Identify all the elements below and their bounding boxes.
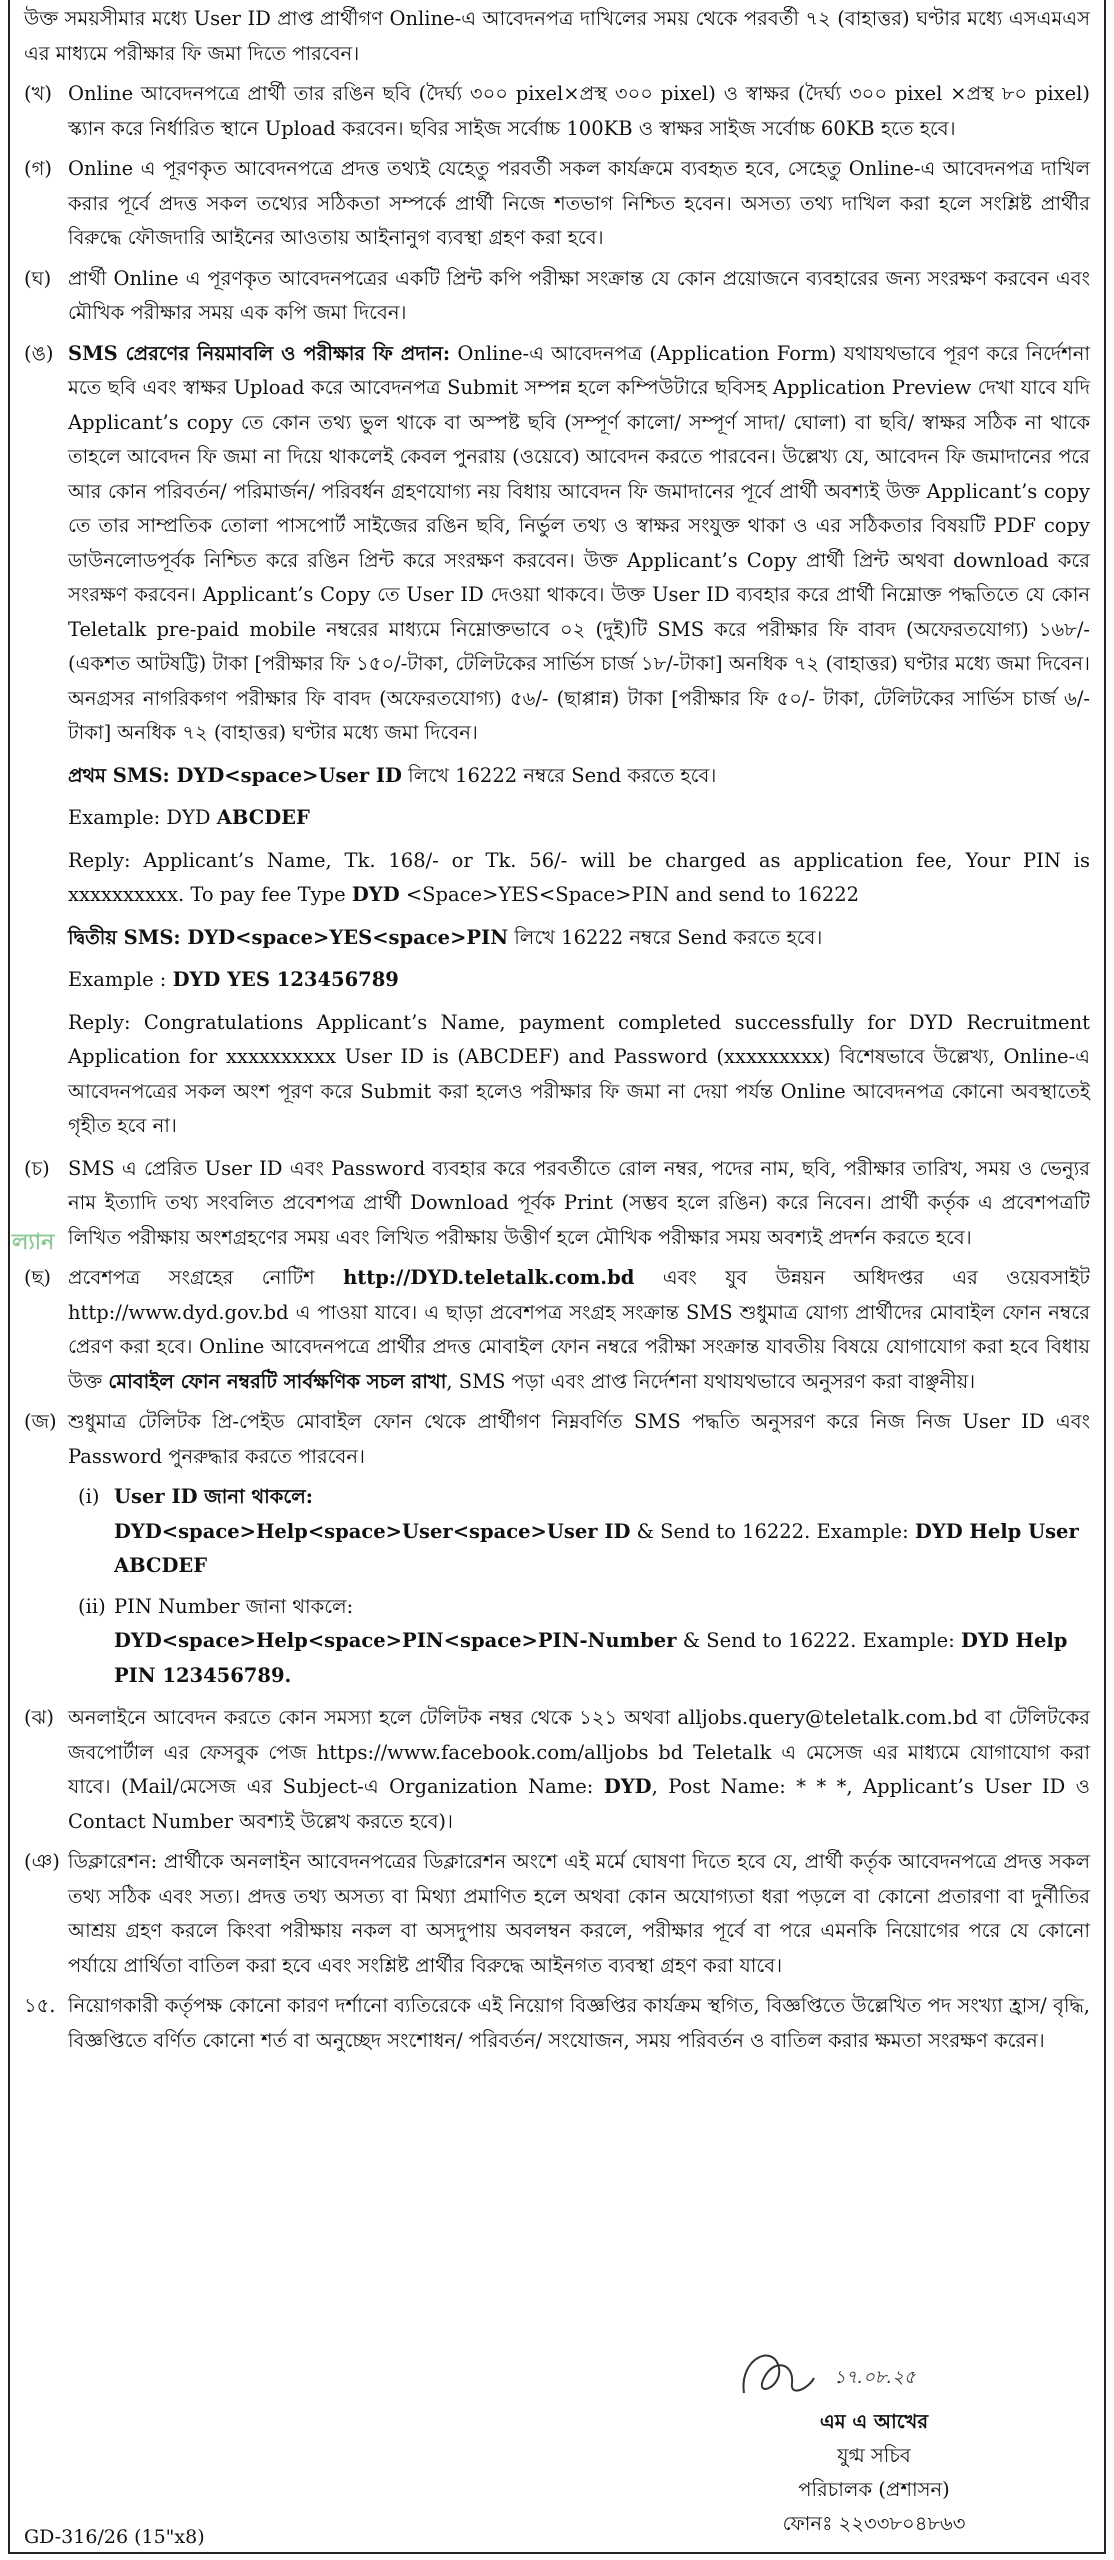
- clause-marker: (গ): [24, 157, 52, 180]
- sub-mid: & Send to 16222. Example:: [630, 1519, 915, 1543]
- sub-marker: (ii): [78, 1594, 106, 1618]
- recovery-option-pin: [68, 1590, 1090, 1694]
- clause-text: নিয়োগকারী কর্তৃপক্ষ কোনো কারণ দর্শানো ব্যতিরেকে এই নিয়োগ বিজ্ঞপ্তির কার্যক্রম স্থগিত, বিজ্ঞপ্তিতে উল্লেখিত পদ সংখ্যা হ্রাস/ বৃদ্ধি, বিজ্ঞপ্তিতে বর্ণিত কোনো শর্ত বা অনুচ্ছেদ সংশোধন/ পরিবর্তন/ সংযোজন, সময় পরিবর্তন ও বাতিল করার ক্ষমতা সংরক্ষণ করেন।: [68, 1994, 1090, 2052]
- clause-text: ডিক্লারেশন: প্রার্থীকে অনলাইন আবেদনপত্রের ডিক্লারেশন অংশে এই মর্মে ঘোষণা দিতে হবে যে, প্রার্থী কর্তৃক আবেদনপত্রে প্রদত্ত সকল তথ্য সঠিক এবং সত্য। প্রদত্ত তথ্য অসত্য বা মিথ্যা প্রমাণিত হলে অথবা কোন অযোগ্যতা ধরা পড়লে বা কোনো প্রতারণা বা দুর্নীতির আশ্রয় গ্রহণ করলে কিংবা পরীক্ষায় নকল বা অসদুপায় অবলম্বন করলে, পরীক্ষার পূর্বে বা পরে এমনকি নিয়োগের পরে যে কোনো পর্যায়ে প্রার্থিতা বাতিল করা হবে এবং সংশ্লিষ্ট প্রার্থীর বিরুদ্ধে আইনগত ব্যবস্থা গ্রহণ করা যাবে।: [68, 1850, 1090, 1977]
- clause-marker: (ঘ): [24, 266, 52, 290]
- signature-block: [714, 2405, 1034, 2541]
- signatory-phone: ফোনঃ ২২৩৩৮০৪৮৬৩: [782, 2512, 966, 2535]
- sub-title: User ID জানা থাকলে:: [114, 1485, 313, 1508]
- sub-cmd: DYD<space>Help<space>User<space>User ID: [114, 1519, 631, 1543]
- intro-paragraph: উক্ত সময়সীমার মধ্যে User ID প্রাপ্ত প্রার্থীগণ Online-এ আবেদনপত্র দাখিলের সময় থেকে পরবর্তী ৭২ (বাহাত্তর) ঘণ্টার মধ্যে এসএমএস এর মাধ্যমে পরীক্ষার ফি জমা দিতে পারবেন।: [24, 7, 1090, 65]
- sub-example: DYD Help PIN 123456789.: [114, 1629, 1068, 1687]
- sms-body: Online-এ আবেদনপত্র (Application Form) যথাযথভাবে পূরণ করে নির্দেশনা মতে ছবি এবং স্বাক্ষর Upload করে আবেদনপত্র Submit সম্পন্ন হলে কম্পিউটারে ছবিসহ Application Preview দেখা যাবে যদি Applicant’s copy তে কোন তথ্য ভুল থাকে বা অস্পষ্ট ছবি (সম্পূর্ণ কালো/ সম্পূর্ণ সাদা/ ঘোলা) বা ছবি/ স্বাক্ষর সঠিক না থাকে তাহলে আবেদন ফি জমা না দিয়ে থাকলেই কেবল পুনরায় (ওয়েবে) আবেদন করতে পারবেন। উল্লেখ্য যে, আবেদন ফি জমাদানের পরে আর কোন পরিবর্তন/ পরিমার্জন/ পরিবর্ধন গ্রহণযোগ্য নয় বিধায় আবেদন ফি জমাদানের পূর্বে প্রার্থী অবশ্যই উক্ত Applicant’s copy তে তার সাম্প্রতিক তোলা পাসপোর্ট সাইজের রঙিন ছবি, নির্ভুল তথ্য ও স্বাক্ষর সংযুক্ত থাকা ও এর সঠিকতার বিষয়টি PDF copy ডাউনলোডপূর্বক নিশ্চিত করে রঙিন প্রিন্ট করে সংরক্ষণ করবেন। উক্ত Applicant’s Copy প্রার্থী প্রিন্ট অথবা download করে সংরক্ষণ করবেন। Applicant’s Copy তে User ID দেওয়া থাকবে। উক্ত User ID ব্যবহার করে প্রার্থী নিম্নোক্ত পদ্ধতিতে যে কোন Teletalk pre-paid mobile নম্বরের মাধ্যমে নিম্নোক্তভাবে ০২ (দুই)টি SMS করে পরীক্ষার ফি বাবদ (অফেরতযোগ্য) ১৬৮/- (একশত আটষট্টি) টাকা [পরীক্ষার ফি ১৫০/-টাকা, টেলিটকের সার্ভিস চার্জ ১৮/-টাকা] অনধিক ৭২ (বাহাত্তর) ঘণ্টার মধ্যে জমা দিবেন। অনগ্রসর নাগরিকগণ পরীক্ষার ফি বাবদ (অফেরতযোগ্য) ৫৬/- (ছাপ্পান্ন) টাকা [পরীক্ষার ফি ৫০/- টাকা, টেলিটকের সার্ভিস চার্জ ৬/- টাকা] অনধিক ৭২ (বাহাত্তর) ঘণ্টার মধ্যে জমা দিবেন।: [68, 341, 1090, 744]
- recovery-option-userid: [68, 1480, 1090, 1584]
- example-2: [24, 963, 1090, 998]
- example-2-label: Example :: [68, 968, 173, 991]
- clause-jha: [24, 1701, 1090, 1839]
- watermark-logo: ল্যান: [12, 1229, 55, 1255]
- clause-kha: [24, 77, 1090, 146]
- clause-umo-sms: [24, 337, 1090, 751]
- first-sms-rest: লিখে 16222 নম্বরে Send করতে হবে।: [401, 763, 717, 787]
- signatory-office: পরিচালক (প্রশাসন): [798, 2478, 950, 2501]
- chha-c: , SMS পড়া এবং প্রাপ্ত নির্দেশনা যথাযথভাবে অনুসরণ করা বাঞ্ছনীয়।: [446, 1369, 976, 1393]
- clause-ja: [24, 1405, 1090, 1474]
- sub-marker: (i): [78, 1485, 100, 1508]
- example-1-label: Example: DYD: [68, 806, 217, 829]
- first-sms-line: [24, 759, 1090, 794]
- clause-gha: [24, 262, 1090, 331]
- clause-ga: [24, 152, 1090, 256]
- handwritten-date: ১৭.০৮.২৫: [834, 2367, 916, 2388]
- recovery-options: [24, 1480, 1090, 1693]
- sub-example: DYD Help User ABCDEF: [114, 1519, 1079, 1577]
- clause-text: Online আবেদনপত্রে প্রার্থী তার রঙিন ছবি (দৈর্ঘ্য ৩০০ pixel×প্রস্থ ৩০০ pixel) ও স্বাক্ষর (দৈর্ঘ্য ৩০০ pixel ×প্রস্থ ৮০ pixel) স্ক্যান করে নির্ধারিত স্থানে Upload করবেন। ছবির সাইজ সর্বোচ্চ 100KB ও স্বাক্ষর সাইজ সর্বোচ্চ 60KB হতে হবে।: [68, 82, 1090, 140]
- jha-a: অনলাইনে আবেদন করতে কোন সমস্যা হলে টেলিটক নম্বর থেকে ১২১ অথবা alljobs.query@teletalk.com.bd বা টেলিটকের জবপোর্টাল এর ফেসবুক পেজ https://www.facebook.com/alljobs bd Teletalk এ মেসেজ এর মাধ্যমে যোগাযোগ করা যাবে। (Mail/মেসেজ এর Subject-এ Organization Name:: [68, 1706, 1090, 1798]
- reply-1: [24, 844, 1090, 913]
- clause-text: Online এ পূরণকৃত আবেদনপত্রে প্রদত্ত তথ্যই যেহেতু পরবর্তী সকল কার্যক্রমে ব্যবহৃত হবে, সেহেতু Online-এ আবেদনপত্র দাখিল করার পূর্বে প্রদত্ত সকল তথ্যের সঠিকতা সম্পর্কে প্রার্থী নিজে শতভাগ নিশ্চিত হবেন। অসত্য তথ্য দাখিল করা হলে সংশ্লিষ্ট প্রার্থীর বিরুদ্ধে ফৌজদারি আইনের আওতায় আইনানুগ ব্যবস্থা গ্রহণ করা হবে।: [68, 157, 1090, 249]
- reply-1-a: Reply: Applicant’s Name, Tk. 168/- or Tk. 56/- will be charged as application fee, Your PIN is xxxxxxxxxx. To pay fee Type: [68, 848, 1090, 906]
- chha-bold: মোবাইল ফোন নম্বরটি সার্বক্ষণিক সচল রাখা: [108, 1369, 447, 1393]
- signatory-designation: যুগ্ম সচিব: [837, 2444, 911, 2467]
- example-1: [24, 801, 1090, 836]
- signature-scribble: [734, 2338, 954, 2408]
- clause-marker: (জ): [24, 1410, 57, 1433]
- sub-mid: & Send to 16222. Example:: [676, 1629, 961, 1652]
- example-1-value: ABCDEF: [216, 806, 310, 829]
- clause-marker: (ছ): [24, 1266, 52, 1289]
- jha-b: , Post Name: * * *, Applicant’s User ID ও Contact Number অবশ্যই উল্লেখ করতে হবে)।: [68, 1775, 1090, 1833]
- admit-card-url: http://DYD.teletalk.com.bd: [343, 1266, 635, 1289]
- clause-nya: [24, 1845, 1090, 1983]
- reply-2: Reply: Congratulations Applicant’s Name, payment completed successfully for DYD Recruitment Application for xxxxxxxxxx User ID is (ABCDEF) and Password (xxxxxxxxx) বিশেষভাবে উল্লেখ্য, Online-এ আবেদনপত্রের সকল অংশ পূরণ করে Submit করা হলেও পরীক্ষার ফি জমা না দেয়া পর্যন্ত Online আবেদনপত্র কোনো অবস্থাতেই গৃহীত হবে না।: [68, 1010, 1090, 1137]
- reply-1-c: <Space>YES<Space>PIN and send to 16222: [399, 883, 860, 906]
- sub-cmd: DYD<space>Help<space>PIN<space>PIN-Number: [114, 1629, 677, 1652]
- chha-a: প্রবেশপত্র সংগ্রহের নোটিশ: [68, 1266, 344, 1289]
- clause-marker: (ঙ): [24, 341, 54, 365]
- chha-b: এবং যুব উন্নয়ন অধিদপ্তর এর ওয়েবসাইট http://www.dyd.gov.bd এ পাওয়া যাবে। এ ছাড়া প্রবেশপত্র সংগ্রহ সংক্রান্ত SMS শুধুমাত্র যোগ্য প্রার্থীদের মোবাইল ফোন নম্বরে প্রেরণ করা হবে। Online আবেদনপত্রে প্রার্থীর প্রদত্ত মোবাইল ফোন নম্বরে পরীক্ষা সংক্রান্ত যাবতীয় বিষয়ে যোগাযোগ করা হবে বিধায় উক্ত: [68, 1266, 1091, 1393]
- clause-cha: [24, 1152, 1090, 1256]
- clause-marker: ১৫.: [24, 1994, 56, 2017]
- second-sms-label: দ্বিতীয় SMS: DYD<space>YES<space>PIN: [68, 925, 509, 949]
- first-sms-label: প্রথম SMS: DYD<space>User ID: [68, 763, 402, 787]
- footer-code: GD-316/26 (15"x8): [24, 2526, 205, 2548]
- clause-15: [24, 1989, 1090, 2058]
- clause-text: প্রার্থী Online এ পূরণকৃত আবেদনপত্রের একটি প্রিন্ট কপি পরীক্ষা সংক্রান্ত যে কোন প্রয়োজনে ব্যবহারের জন্য সংরক্ষণ করবেন এবং মৌখিক পরীক্ষার সময় এক কপি জমা দিবেন।: [68, 266, 1090, 324]
- clause-chha: [24, 1261, 1090, 1399]
- clause-marker: (খ): [24, 82, 53, 105]
- clause-marker: (চ): [24, 1156, 50, 1180]
- clause-text: শুধুমাত্র টেলিটক প্রি-পেইড মোবাইল ফোন থেকে প্রার্থীগণ নিম্নবর্ণিত SMS পদ্ধতি অনুসরণ করে নিজ নিজ User ID এবং Password পুনরুদ্ধার করতে পারবেন।: [68, 1410, 1090, 1468]
- second-sms-line: [24, 921, 1090, 956]
- sms-heading: SMS প্রেরণের নিয়মাবলি ও পরীক্ষার ফি প্রদান:: [68, 341, 451, 365]
- clause-marker: (ঝ): [24, 1706, 54, 1729]
- jha-org: DYD: [603, 1775, 652, 1798]
- clause-marker: (ঞ): [24, 1850, 60, 1873]
- notice-page: [8, 0, 1106, 2554]
- signatory-name: এম এ আখের: [819, 2410, 929, 2433]
- example-2-value: DYD YES 123456789: [172, 968, 399, 991]
- reply-1-b: DYD: [351, 883, 400, 906]
- second-sms-rest: লিখে 16222 নম্বরে Send করতে হবে।: [508, 925, 823, 949]
- clause-text: SMS এ প্রেরিত User ID এবং Password ব্যবহার করে পরবর্তীতে রোল নম্বর, পদের নাম, ছবি, পরীক্ষার তারিখ, সময় ও ভেন্যুর নাম ইত্যাদি তথ্য সংবলিত প্রবেশপত্র প্রার্থী Download পূর্বক Print (সম্ভব হলে রঙিন) করে নিবেন। প্রার্থী কর্তৃক এ প্রবেশপত্রটি লিখিত পরীক্ষায় অংশগ্রহণের সময় এবং লিখিত পরীক্ষায় উত্তীর্ণ হলে মৌখিক পরীক্ষার সময় অবশ্যই প্রদর্শন করতে হবে।: [68, 1156, 1090, 1249]
- notice-content: [24, 0, 1090, 2552]
- sub-title: PIN Number জানা থাকলে:: [114, 1594, 354, 1618]
